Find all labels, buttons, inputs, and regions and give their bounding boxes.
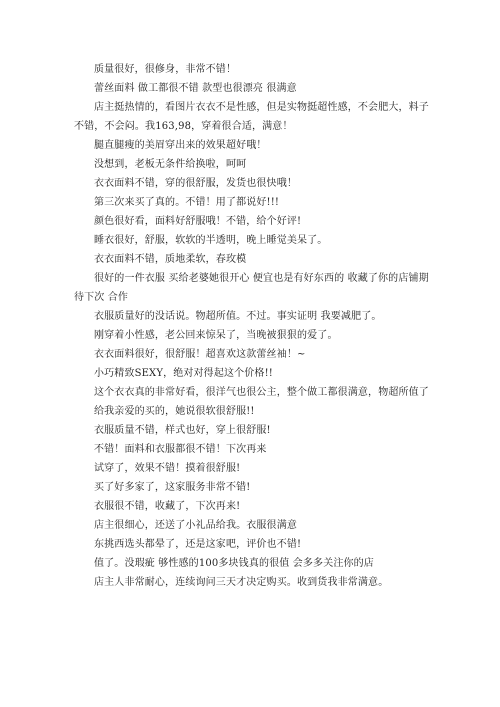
review-text: 店主挺热情的，看图片衣衣不是性感，但是实物挺超性感，不会肥大，料子不错，不会闷。我163,98，穿着很合适，满意！ [74, 102, 429, 132]
review-text: 衣服很不错，收藏了，下次再来! [94, 501, 241, 512]
review-text: 店主人非常耐心，连续询问三天才决定购买。收到货我非常满意。 [94, 577, 389, 588]
review-text: 东挑西选头都晕了，还是这家吧，评价也不错! [94, 539, 302, 550]
review-text: 刚穿着小性感，老公回来惊呆了，当晚被狠狠的爱了。 [94, 330, 338, 341]
review-text: 衣衣面料很好，很舒服！超喜欢这款蕾丝袖！~ [94, 349, 306, 360]
review-text: 衣服质量不错，样式也好，穿上很舒服! [94, 425, 271, 436]
review-text: 颜色很好看，面料好舒服哦！不错，给个好评! [94, 216, 302, 227]
review-text: 睡衣很好，舒服，软软的半透明，晚上睡觉美呆了。 [94, 235, 328, 246]
review-text: 店主很细心，还送了小礼品给我。衣服很满意 [94, 520, 297, 531]
review-text: 不错！面料和衣服都很不错！下次再来 [94, 444, 267, 455]
review-text: 小巧精致SEXY，绝对对得起这个价格!! [94, 368, 273, 379]
review-text: 质量很好，很修身，非常不错！ [94, 64, 237, 75]
review-text: 衣衣面料不错，质地柔软，春玫模 [94, 254, 247, 265]
review-text: 蕾丝面料 做工都很不错 款型也很漂亮 很满意 [94, 83, 297, 94]
review-text: 没想到，老板无条件给换啦，呵呵 [94, 159, 247, 170]
review-text: 衣衣面料不错，穿的很舒服，发货也很快哦！ [94, 178, 297, 189]
review-text: 买了好多家了，这家服务非常不错! [94, 482, 251, 493]
review-text: 值了。没瑕疵 够性感的100多块钱真的很值 会多多关注你的店 [94, 558, 374, 569]
review-text: 衣服质量好的没话说。物超所值。不过。事实证明 我要减肥了。 [94, 311, 382, 322]
review-text: 试穿了，效果不错！摸着很舒服! [94, 463, 241, 474]
review-text: 这个衣衣真的非常好看，很洋气也很公主，整个做工都很满意，物超所值了 [94, 387, 429, 398]
review-text: 给我亲爱的买的，她说很软很舒服!! [94, 406, 255, 417]
review-list [74, 60, 434, 592]
review-text: 第三次来买了真的。不错！用了都说好!!! [94, 197, 280, 208]
review-text: 腿直腿瘦的美眉穿出来的效果超好哦！ [94, 140, 267, 151]
review-text: 很好的一件衣服 买给老婆她很开心 便宜也是有好东西的 收藏了你的店铺期待下次 合作 [74, 273, 429, 303]
